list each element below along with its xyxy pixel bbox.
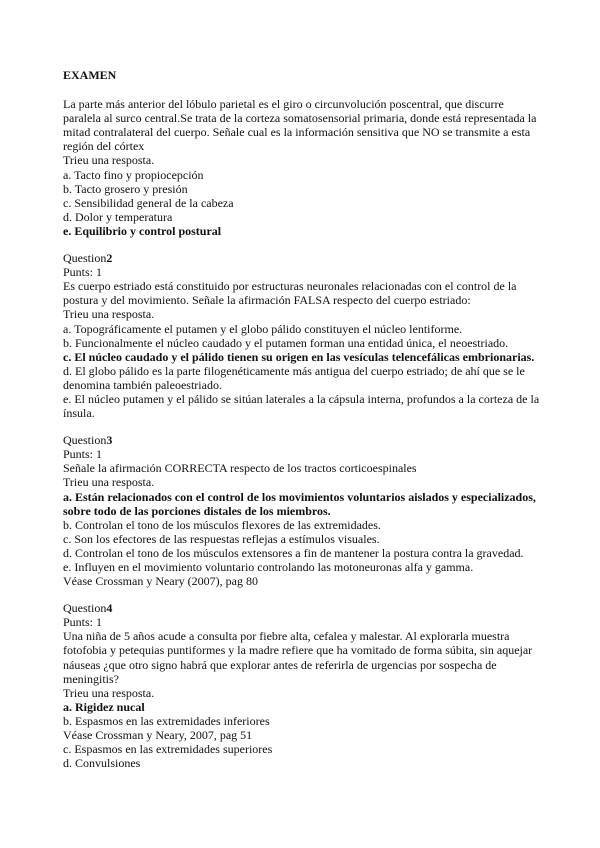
answer-prompt: Trieu una resposta. — [63, 153, 155, 168]
question-number: 3 — [106, 433, 113, 448]
answer-option-c-correct: c. El núcleo caudado y el pálido tienen su origen en las vesículas telencefálicas embrionarias. — [63, 349, 535, 364]
question-text: Señale la afirmación CORRECTA respecto de los tractos corticoespinales — [63, 461, 417, 476]
question-points: Punts: 1 — [63, 447, 103, 462]
answer-option-b: b. Funcionalmente el núcleo caudado y el putamen forman una entidad única, el neoestriado. — [63, 335, 509, 350]
question-number: 4 — [106, 601, 113, 616]
answer-option-d: d. Convulsiones — [63, 756, 141, 771]
question-points: Punts: 1 — [63, 265, 103, 280]
answer-option-e: e. Influyen en el movimiento voluntario controlando las motoneuronas alfa y gamma. — [63, 560, 474, 574]
question-points: Punts: 1 — [63, 615, 103, 630]
answer-prompt: Trieu una resposta. — [63, 685, 155, 700]
answer-option-c: c. Espasmos en las extremidades superiores — [63, 742, 273, 757]
answer-option-c: c. Son los efectores de las respuestas reflejas a estímulos visuales. — [63, 531, 380, 546]
question-header — [63, 251, 542, 265]
question-text: Es cuerpo estriado está constituido por estructuras neuronales relacionadas con el control de la postura y del movimiento. Señale la afirmación FALSA respecto del cuerpo estriado: — [63, 279, 517, 308]
reference-note: Véase Crossman y Neary, 2007, pag 51 — [63, 728, 253, 743]
answer-option-b: b. Espasmos en las extremidades inferiores — [63, 713, 270, 728]
answer-option-c: c. Sensibilidad general de la cabeza — [63, 195, 234, 210]
answer-option-d: d. Dolor y temperatura — [63, 209, 173, 224]
page-title: EXAMEN — [63, 68, 117, 82]
answer-prompt: Trieu una resposta. — [63, 475, 155, 490]
answer-option-b: b. Controlan el tono de los músculos flexores de las extremidades. — [63, 517, 381, 532]
reference-note: Véase Crossman y Neary (2007), pag 80 — [63, 574, 258, 589]
answer-option-b: b. Tacto grosero y presión — [63, 181, 188, 196]
answer-prompt: Trieu una resposta. — [63, 307, 155, 322]
question-number: 2 — [106, 251, 113, 266]
question-4 — [63, 601, 542, 770]
question-header — [63, 601, 542, 615]
question-header — [63, 433, 542, 447]
question-text: La parte más anterior del lóbulo parietal es el giro o circunvolución poscentral, que discurre paralela al surco central.Se trata de la corteza somatosensorial primaria, donde está representada la mitad contralateral del cuerpo. Señale cual es la información sensitiva que NO se transmite a esta región del córtex — [63, 97, 537, 154]
question-3 — [63, 433, 542, 588]
question-text: Una niña de 5 años acude a consulta por fiebre alta, cefalea y malestar. Al explorarla muestra fotofobia y petequias puntiformes y la madre refiere que ha vomitado de forma súbita, sin aquejar náuseas ¿que otro signo habrá que explorar antes de referirla de urgencias por sospecha de meningitis? — [63, 629, 533, 686]
answer-option-a-correct: a. Rigidez nucal — [63, 699, 145, 714]
question-label: Question — [63, 251, 107, 266]
answer-option-a-correct: a. Están relacionados con el control de los movimientos voluntarios aislados y especializados, sobre todo de las porciones distales de los miembros. — [63, 489, 536, 518]
answer-option-d: d. Controlan el tono de los músculos extensores a fin de mantener la postura contra la gravedad. — [63, 545, 524, 560]
question-2 — [63, 251, 542, 420]
question-label: Question — [63, 601, 107, 616]
question-1 — [63, 97, 542, 238]
answer-option-e-correct: e. Equilibrio y control postural — [63, 223, 222, 238]
answer-option-a: a. Topográficamente el putamen y el globo pálido constituyen el núcleo lentiforme. — [63, 321, 463, 336]
question-label: Question — [63, 433, 107, 448]
answer-option-d: d. El globo pálido es la parte filogenéticamente más antigua del cuerpo estriado; de ahí que se le denomina también paleoestriado. — [63, 363, 525, 392]
answer-option-a: a. Tacto fino y propiocepción — [63, 167, 204, 182]
answer-option-e: e. El núcleo putamen y el pálido se sitúan laterales a la cápsula interna, profundos a la corteza de la ínsula. — [63, 391, 540, 421]
